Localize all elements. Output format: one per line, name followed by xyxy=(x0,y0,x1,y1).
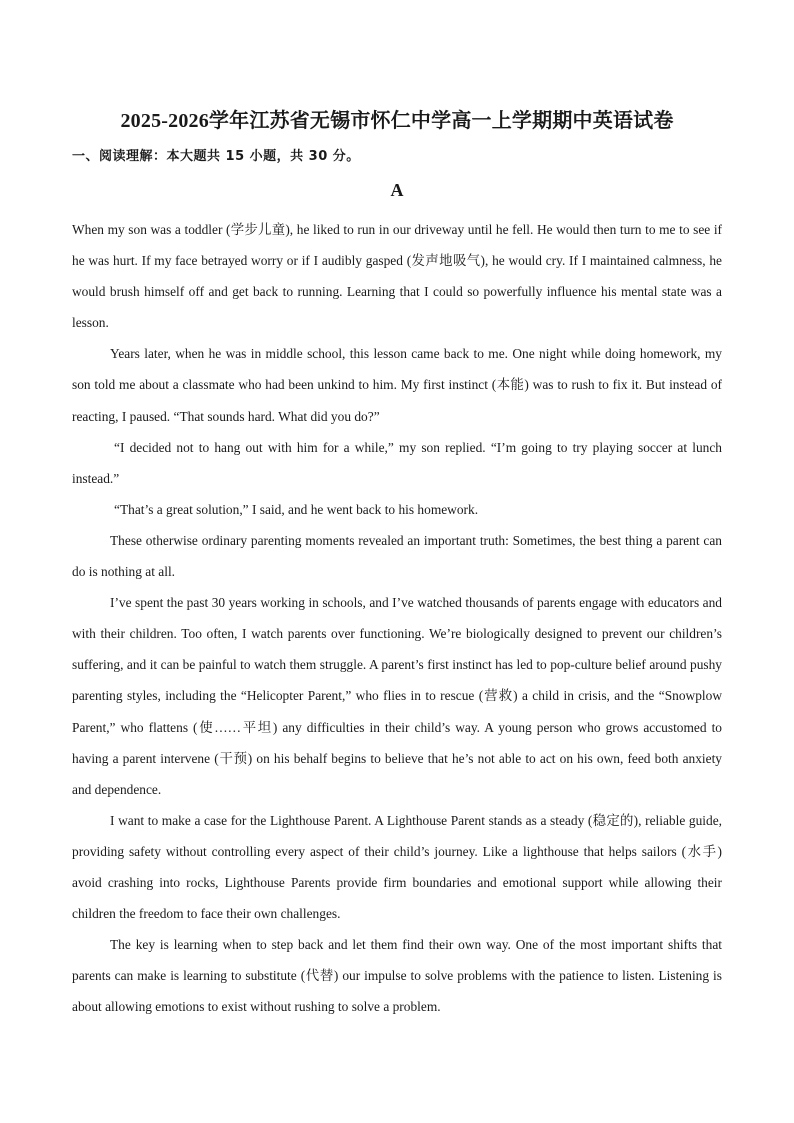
passage-body xyxy=(72,214,722,1022)
paragraph-5: These otherwise ordinary parenting moments revealed an important truth: Sometimes, the best thing a parent can do is nothing at all. xyxy=(72,532,722,580)
paragraph-8: The key is learning when to step back and let them find their own way. One of the most important shifts that parents can make is learning to substitute (代替) our impulse to solve problems with the patience to listen. Listening is about allowing emotions to exist without rushing to solve a problem. xyxy=(72,937,722,1015)
paragraph-4: “That’s a great solution,” I said, and he went back to his homework. xyxy=(114,501,479,517)
section-heading: 一、阅读理解：本大题共 15 小题，共 30 分。 xyxy=(72,149,360,164)
paragraph-7: I want to make a case for the Lighthouse Parent. A Lighthouse Parent stands as a steady (稳定的), reliable guide, providing safety without controlling every aspect of their child’s journey. Like a lighthouse that helps sailors (水手) avoid crashing into rocks, Lighthouse Parents provide firm boundaries and emotional support while allowing their children the freedom to face their own challenges. xyxy=(72,812,722,922)
exam-title: 2025-2026学年江苏省无锡市怀仁中学高一上学期期中英语试卷 xyxy=(120,110,674,132)
paragraph-2: Years later, when he was in middle school, this lesson came back to me. One night while doing homework, my son told me about a classmate who had been unkind to him. My first instinct (本能) was to rush to fix it. But instead of reacting, I paused. “That sounds hard. What did you do?” xyxy=(72,346,722,424)
passage-label: A xyxy=(390,180,404,200)
paragraph-3: “I decided not to hang out with him for a while,” my son replied. “I’m going to try playing soccer at lunch instead.” xyxy=(72,439,722,486)
paragraph-6: I’ve spent the past 30 years working in schools, and I’ve watched thousands of parents engage with educators and with their children. Too often, I watch parents over functioning. We’re biologically designed to prevent our children’s suffering, and it can be painful to watch them struggle. A parent’s first instinct has led to pop-culture belief around pushy parenting styles, including the “Helicopter Parent,” who flies in to rescue (营救) a child in crisis, and the “Snowplow Parent,” who flattens (使……平坦) any difficulties in their child’s way. A young person who grows accustomed to having a parent intervene (干预) on his behalf begins to believe that he’s not able to act on his own, feed both anxiety and dependence. xyxy=(72,595,722,797)
paragraph-1: When my son was a toddler (学步儿童), he liked to run in our driveway until he fell. He would then turn to me to see if he was hurt. If my face betrayed worry or if I audibly gasped (发声地吸气), he would cry. If I maintained calmness, he would brush himself off and get back to running. Learning that I could so powerfully influence his mental state was a lesson. xyxy=(72,222,722,331)
